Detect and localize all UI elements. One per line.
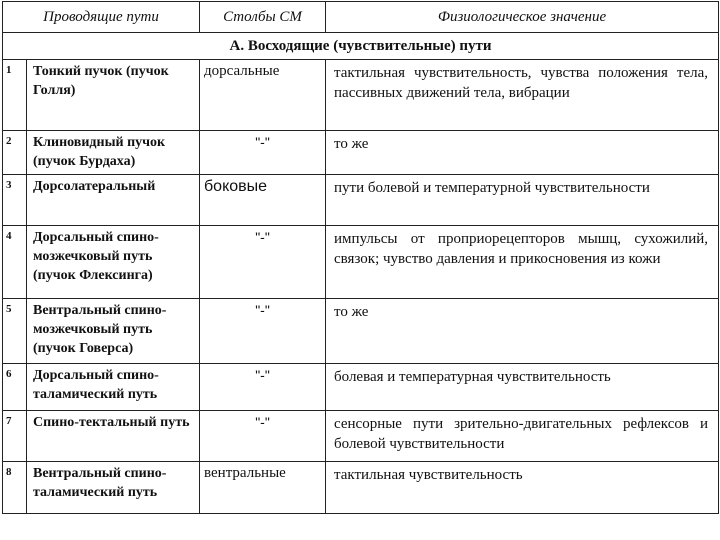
column-name: вентральные — [200, 462, 326, 514]
pathways-table — [2, 1, 719, 514]
path-name: Вентральный спино-мозжечковый путь (пучок Говерса) — [27, 299, 200, 364]
physiological-meaning: болевая и температурная чувствительность — [326, 364, 719, 411]
path-name: Тонкий пучок (пучок Голля) — [27, 60, 200, 131]
table-row — [3, 60, 719, 131]
section-row — [3, 33, 719, 60]
column-name: дорсальные — [200, 60, 326, 131]
column-name: "-" — [200, 226, 326, 299]
table-row — [3, 299, 719, 364]
table-row — [3, 411, 719, 462]
column-name: "-" — [200, 364, 326, 411]
header-meaning: Физиологическое значение — [326, 2, 719, 33]
column-name: "-" — [200, 411, 326, 462]
table-row — [3, 462, 719, 514]
column-name: боковые — [200, 175, 326, 226]
row-number: 8 — [3, 462, 27, 514]
physiological-meaning: импульсы от проприорецепторов мышц, сухожилий, связок; чувство давления и прикосновения из кожи — [326, 226, 719, 299]
header-row — [3, 2, 719, 33]
physiological-meaning: сенсорные пути зрительно-двигательных рефлексов и болевой чувствительности — [326, 411, 719, 462]
path-name: Дорсолатеральный — [27, 175, 200, 226]
physiological-meaning: тактильная чувствительность, чувства положения тела, пассивных движений тела, вибрации — [326, 60, 719, 131]
physiological-meaning: то же — [326, 299, 719, 364]
table-row — [3, 226, 719, 299]
path-name: Клиновидный пучок (пучок Бурдаха) — [27, 131, 200, 175]
row-number: 4 — [3, 226, 27, 299]
column-name: "-" — [200, 299, 326, 364]
column-name: "-" — [200, 131, 326, 175]
row-number: 7 — [3, 411, 27, 462]
table-row — [3, 131, 719, 175]
row-number: 2 — [3, 131, 27, 175]
section-title: А. Восходящие (чувствительные) пути — [3, 33, 719, 60]
path-name: Дорсальный спино-таламический путь — [27, 364, 200, 411]
table-row — [3, 364, 719, 411]
physiological-meaning: пути болевой и температурной чувствительности — [326, 175, 719, 226]
path-name: Вентральный спино-таламический путь — [27, 462, 200, 514]
path-name: Спино-тектальный путь — [27, 411, 200, 462]
path-name: Дорсальный спино-мозжечковый путь (пучок Флексинга) — [27, 226, 200, 299]
physiological-meaning: тактильная чувствительность — [326, 462, 719, 514]
row-number: 6 — [3, 364, 27, 411]
row-number: 3 — [3, 175, 27, 226]
row-number: 5 — [3, 299, 27, 364]
header-columns: Столбы СМ — [200, 2, 326, 33]
physiological-meaning: то же — [326, 131, 719, 175]
header-paths: Проводящие пути — [3, 2, 200, 33]
table-row — [3, 175, 719, 226]
row-number: 1 — [3, 60, 27, 131]
